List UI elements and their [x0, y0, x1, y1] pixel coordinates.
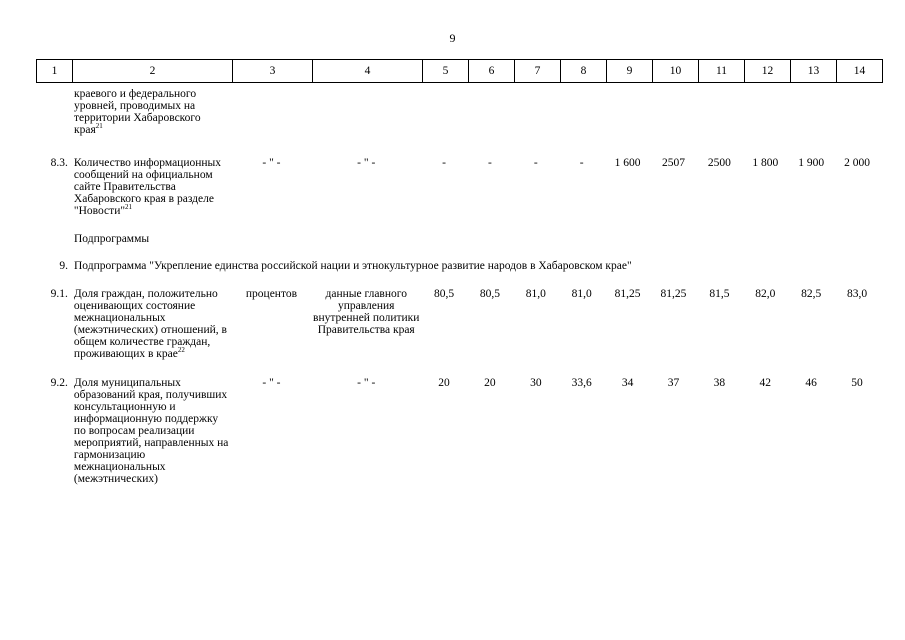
- page-number: 9: [449, 31, 456, 45]
- indicator-name: Количество информационных сообщений на официальном сайте Правительства Хабаровского края в разделе "Новости"$^{21}$: [73, 157, 222, 217]
- value-cell: 1 900: [798, 157, 825, 169]
- value-cell: 82,5: [801, 288, 822, 300]
- value-cell: 50: [851, 377, 863, 389]
- value-cell: -: [533, 157, 538, 169]
- value-cell: 81,0: [525, 288, 546, 300]
- header-col-11: 11: [699, 60, 745, 83]
- value-cell: 81,25: [660, 288, 687, 300]
- header-col-8: 8: [561, 60, 607, 83]
- unit-cell: процентов: [245, 288, 298, 300]
- header-col-2: 2: [73, 60, 233, 83]
- value-cell: 82,0: [755, 288, 776, 300]
- value-cell: 30: [530, 377, 542, 389]
- value-cell: 33,6: [571, 377, 592, 389]
- header-col-9: 9: [607, 60, 653, 83]
- header-col-14: 14: [837, 60, 883, 83]
- table-row-9-1: [36, 288, 880, 360]
- header-col-6: 6: [469, 60, 515, 83]
- subprogram-title: Подпрограмма "Укрепление единства российской нации и этнокультурное развитие народов в Хабаровском крае": [74, 260, 632, 272]
- unit-cell: - " -: [262, 157, 281, 169]
- table-row-9: [36, 260, 880, 272]
- value-cell: 1 600: [614, 157, 641, 169]
- value-cell: 1 800: [752, 157, 779, 169]
- header-col-7: 7: [515, 60, 561, 83]
- table-row-continuation: [36, 88, 880, 136]
- row-number: 9.: [59, 260, 68, 272]
- row-number: 9.1.: [50, 288, 68, 300]
- source-cell: данные главного управления внутренней политики Правительства края: [313, 288, 420, 336]
- table-body: [36, 88, 880, 485]
- value-cell: 46: [805, 377, 817, 389]
- indicator-name: Доля муниципальных образований края, получивших консультационную и информационную поддержку по вопросам реализации мероприятий, направленных на гармонизацию межнациональных (межэтнических): [73, 377, 229, 485]
- table-row-subprograms: [36, 233, 880, 245]
- header-col-4: 4: [313, 60, 423, 83]
- value-cell: 20: [484, 377, 496, 389]
- source-cell: - " -: [357, 377, 376, 389]
- unit-cell: - " -: [262, 377, 281, 389]
- value-cell: 80,5: [479, 288, 500, 300]
- value-cell: 81,0: [571, 288, 592, 300]
- value-cell: 2507: [661, 157, 685, 169]
- value-cell: 83,0: [846, 288, 868, 300]
- table-row-8-3: [36, 157, 880, 217]
- indicator-name: краевого и федерального уровней, проводимых на территории Хабаровского края$^{21}$: [74, 88, 201, 136]
- table-header: [36, 59, 883, 83]
- value-cell: 2500: [707, 157, 731, 169]
- source-cell: - " -: [357, 157, 376, 169]
- header-col-5: 5: [423, 60, 469, 83]
- value-cell: 37: [667, 377, 680, 389]
- value-cell: -: [488, 157, 492, 169]
- value-cell: 42: [759, 377, 772, 389]
- value-cell: -: [442, 157, 446, 169]
- indicator-name: Доля граждан, положительно оценивающих состояние межнациональных (межэтнических) отношений, в общем количестве граждан, проживающих в крае$^{22}$: [73, 288, 227, 360]
- value-cell: 34: [621, 377, 634, 389]
- row-number: 8.3.: [50, 157, 68, 169]
- header-col-12: 12: [745, 60, 791, 83]
- header-col-10: 10: [653, 60, 699, 83]
- header-col-1: 1: [37, 60, 73, 83]
- value-cell: 20: [438, 377, 450, 389]
- value-cell: 80,5: [433, 288, 455, 300]
- row-number: 9.2.: [50, 377, 68, 389]
- header-col-3: 3: [233, 60, 313, 83]
- table-row-9-2: [36, 377, 880, 485]
- value-cell: 38: [713, 377, 726, 389]
- value-cell: -: [579, 157, 584, 169]
- header-col-13: 13: [791, 60, 837, 83]
- value-cell: 81,5: [709, 288, 730, 300]
- value-cell: 2 000: [844, 157, 870, 169]
- value-cell: 81,25: [614, 288, 641, 300]
- section-label: Подпрограммы: [74, 233, 150, 245]
